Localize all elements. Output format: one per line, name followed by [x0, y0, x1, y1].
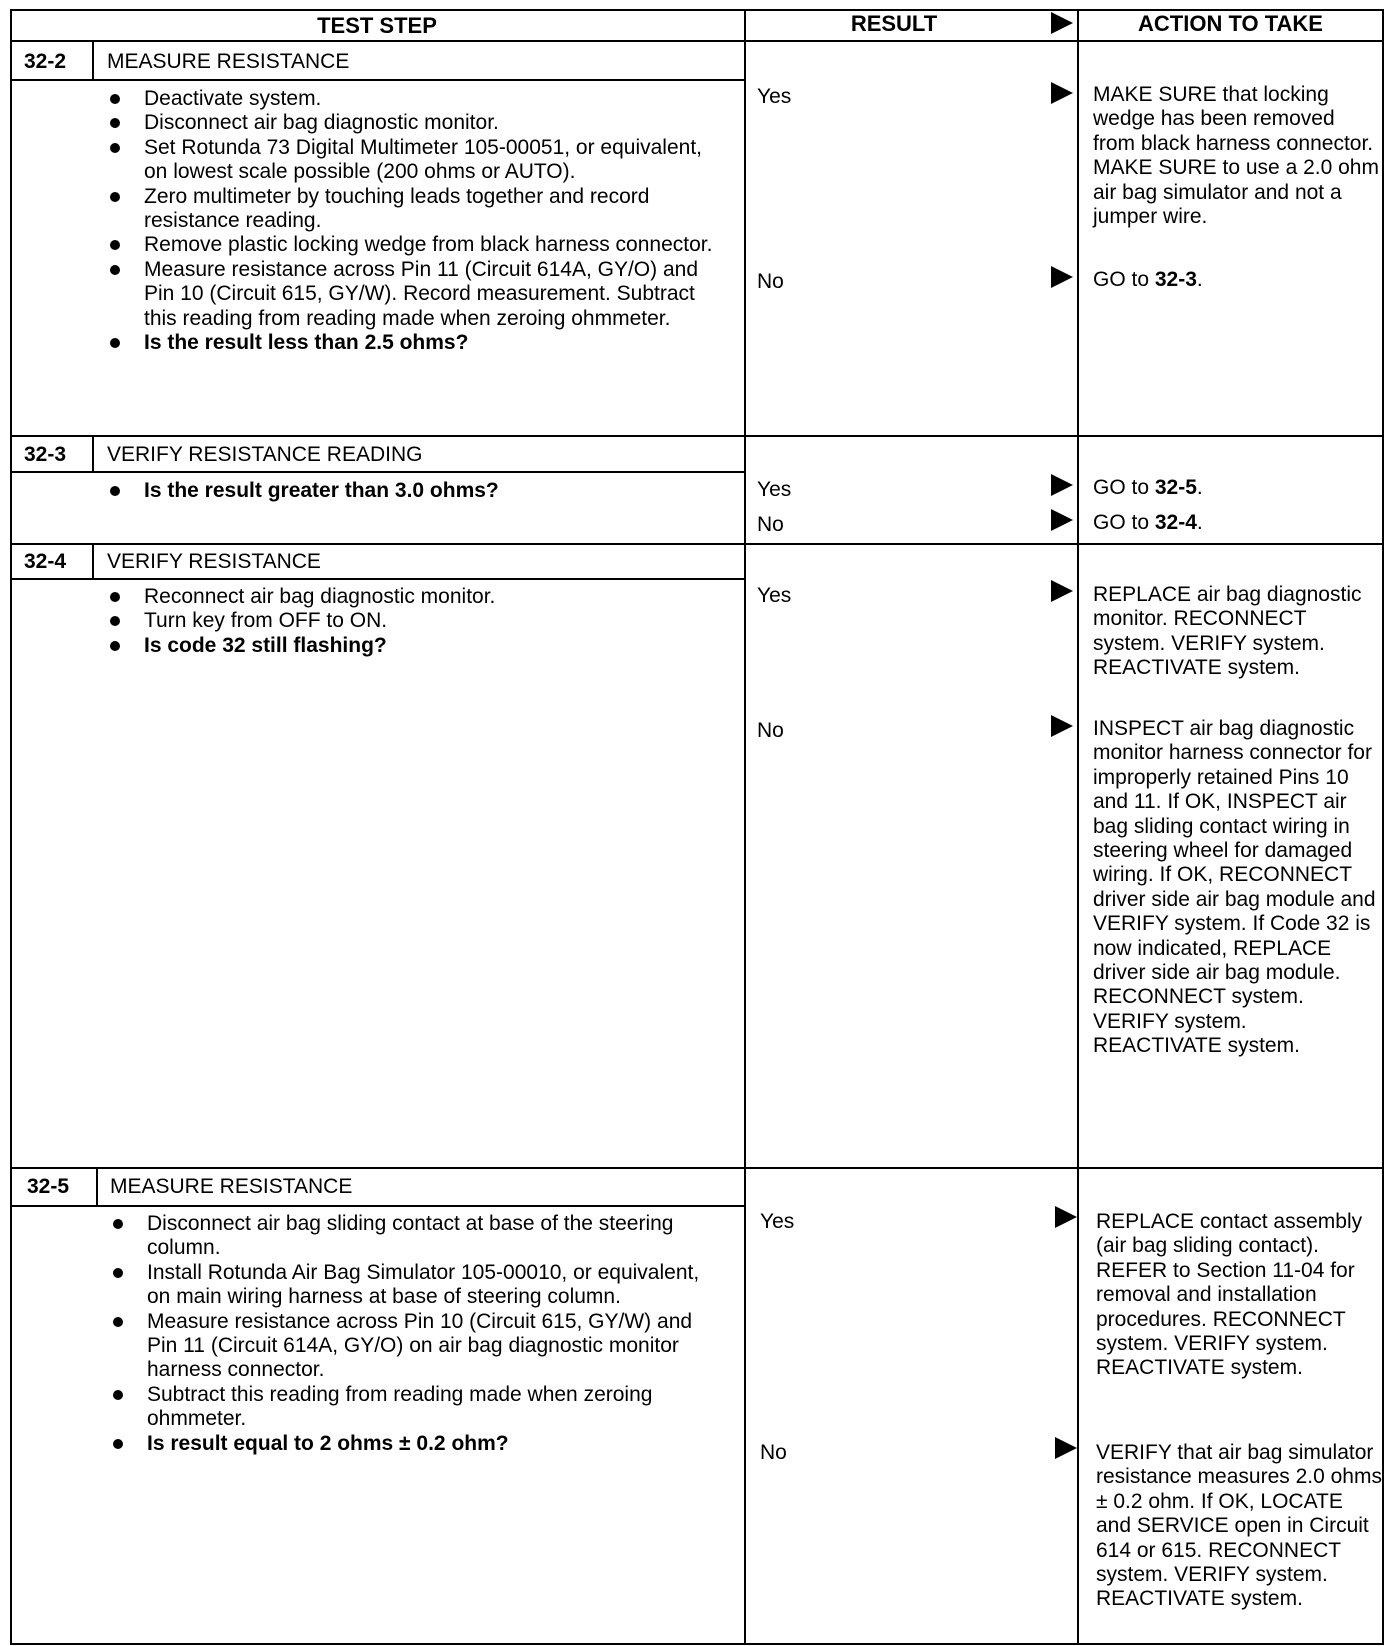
list-item: Is result equal to 2 ohms ± 0.2 ohm? — [109, 1432, 714, 1456]
step-separator — [10, 1167, 1384, 1169]
step-id: 32-4 — [24, 550, 67, 573]
list-item: Zero multimeter by touching leads together and record resistance reading. — [106, 185, 714, 234]
result-arrow-icon — [1051, 474, 1073, 496]
list-item: Is the result less than 2.5 ohms? — [106, 331, 714, 355]
step-title: MEASURE RESISTANCE — [107, 50, 350, 73]
list-item: Install Rotunda Air Bag Simulator 105-00010, or equivalent, on main wiring harness at base of steering column. — [109, 1261, 714, 1310]
list-item: Set Rotunda 73 Digital Multimeter 105-00051, or equivalent, on lowest scale possible (200 ohms or AUTO). — [106, 136, 714, 185]
list-item: Remove plastic locking wedge from black harness connector. — [106, 233, 714, 257]
step-title: MEASURE RESISTANCE — [110, 1175, 353, 1198]
step-title-underline — [10, 578, 744, 580]
result-arrow-icon — [1055, 1437, 1077, 1459]
action-text: GO to 32-4. — [1093, 511, 1203, 534]
step-bullet-list — [106, 585, 714, 658]
action-text: GO to 32-3. — [1093, 268, 1203, 291]
action-text: INSPECT air bag diagnostic monitor harness connector for improperly retained Pins 10 and 11. If OK, INSPECT air bag sliding contact wiring in steering wheel for damaged wiring. If OK, RECONNECT driver side air bag module and VERIFY system. If Code 32 is now indicated, REPLACE driver side air bag module. RECONNECT system. VERIFY system. REACTIVATE system. — [1093, 717, 1376, 1058]
step-id-divider — [96, 1167, 98, 1206]
step-id-divider — [92, 40, 94, 80]
list-item: Turn key from OFF to ON. — [106, 609, 714, 633]
result-action-divider — [1077, 9, 1079, 1645]
action-text: REPLACE air bag diagnostic monitor. RECONNECT system. VERIFY system. REACTIVATE system. — [1093, 583, 1362, 680]
header-result: RESULT — [850, 11, 938, 36]
result-arrow-icon — [1051, 266, 1073, 288]
step-id: 32-3 — [24, 443, 67, 466]
table-bottom-border — [10, 1643, 1384, 1645]
result-yes: Yes — [757, 478, 792, 501]
result-arrow-icon — [1051, 715, 1073, 737]
header-test-step: TEST STEP — [317, 13, 437, 38]
step-title: VERIFY RESISTANCE READING — [107, 443, 423, 466]
action-text: REPLACE contact assembly (air bag sliding contact). REFER to Section 11-04 for removal and installation procedures. RECONNECT system. VERIFY system. REACTIVATE system. — [1096, 1210, 1363, 1380]
header-bottom-border — [10, 40, 1384, 42]
step-title-underline — [10, 79, 744, 81]
step-bullet-list — [106, 479, 714, 503]
action-text: MAKE SURE that locking wedge has been removed from black harness connector. MAKE SURE to use a 2.0 ohm air bag simulator and not a jumper wire. — [1093, 83, 1379, 229]
list-item: Disconnect air bag sliding contact at base of the steering column. — [109, 1212, 714, 1261]
result-arrow-icon — [1051, 82, 1073, 104]
step-id: 32-2 — [24, 50, 67, 73]
step-title: VERIFY RESISTANCE — [107, 550, 321, 573]
header-arrow-icon — [1051, 12, 1073, 34]
step-bullet-list — [106, 87, 714, 355]
result-arrow-icon — [1051, 580, 1073, 602]
list-item: Disconnect air bag diagnostic monitor. — [106, 111, 714, 135]
list-item: Is the result greater than 3.0 ohms? — [106, 479, 714, 503]
result-yes: Yes — [757, 85, 792, 108]
result-no: No — [757, 719, 784, 742]
result-arrow-icon — [1051, 509, 1073, 531]
step-id: 32-5 — [27, 1175, 70, 1198]
list-item: Measure resistance across Pin 11 (Circuit 614A, GY/O) and Pin 10 (Circuit 615, GY/W). Record measurement. Subtract this reading from reading made when zeroing ohmmeter. — [106, 258, 714, 331]
step-title-underline — [10, 471, 744, 473]
action-text: GO to 32-5. — [1093, 476, 1203, 499]
header-action-to-take: ACTION TO TAKE — [1138, 11, 1323, 36]
result-no: No — [760, 1441, 787, 1464]
step-id-divider — [92, 543, 94, 579]
step-id-divider — [92, 435, 94, 472]
result-arrow-icon — [1055, 1206, 1077, 1228]
result-yes: Yes — [760, 1210, 795, 1233]
step-bullet-list — [109, 1212, 714, 1456]
list-item: Subtract this reading from reading made when zeroing ohmmeter. — [109, 1383, 714, 1432]
table-right-border — [1382, 9, 1384, 1645]
result-no: No — [757, 513, 784, 536]
list-item: Is code 32 still flashing? — [106, 634, 714, 658]
step-separator — [10, 543, 1384, 545]
test-step-result-divider — [744, 9, 746, 1645]
action-text: VERIFY that air bag simulator resistance measures 2.0 ohms ± 0.2 ohm. If OK, LOCATE and SERVICE open in Circuit 614 or 615. RECONNECT system. VERIFY system. REACTIVATE system. — [1096, 1441, 1382, 1611]
table-left-border — [10, 9, 12, 1645]
step-title-underline — [10, 1205, 744, 1207]
list-item: Measure resistance across Pin 10 (Circuit 615, GY/W) and Pin 11 (Circuit 614A, GY/O) on air bag diagnostic monitor harness connector. — [109, 1310, 714, 1383]
list-item: Deactivate system. — [106, 87, 714, 111]
list-item: Reconnect air bag diagnostic monitor. — [106, 585, 714, 609]
result-yes: Yes — [757, 584, 792, 607]
step-separator — [10, 435, 1384, 437]
result-no: No — [757, 270, 784, 293]
